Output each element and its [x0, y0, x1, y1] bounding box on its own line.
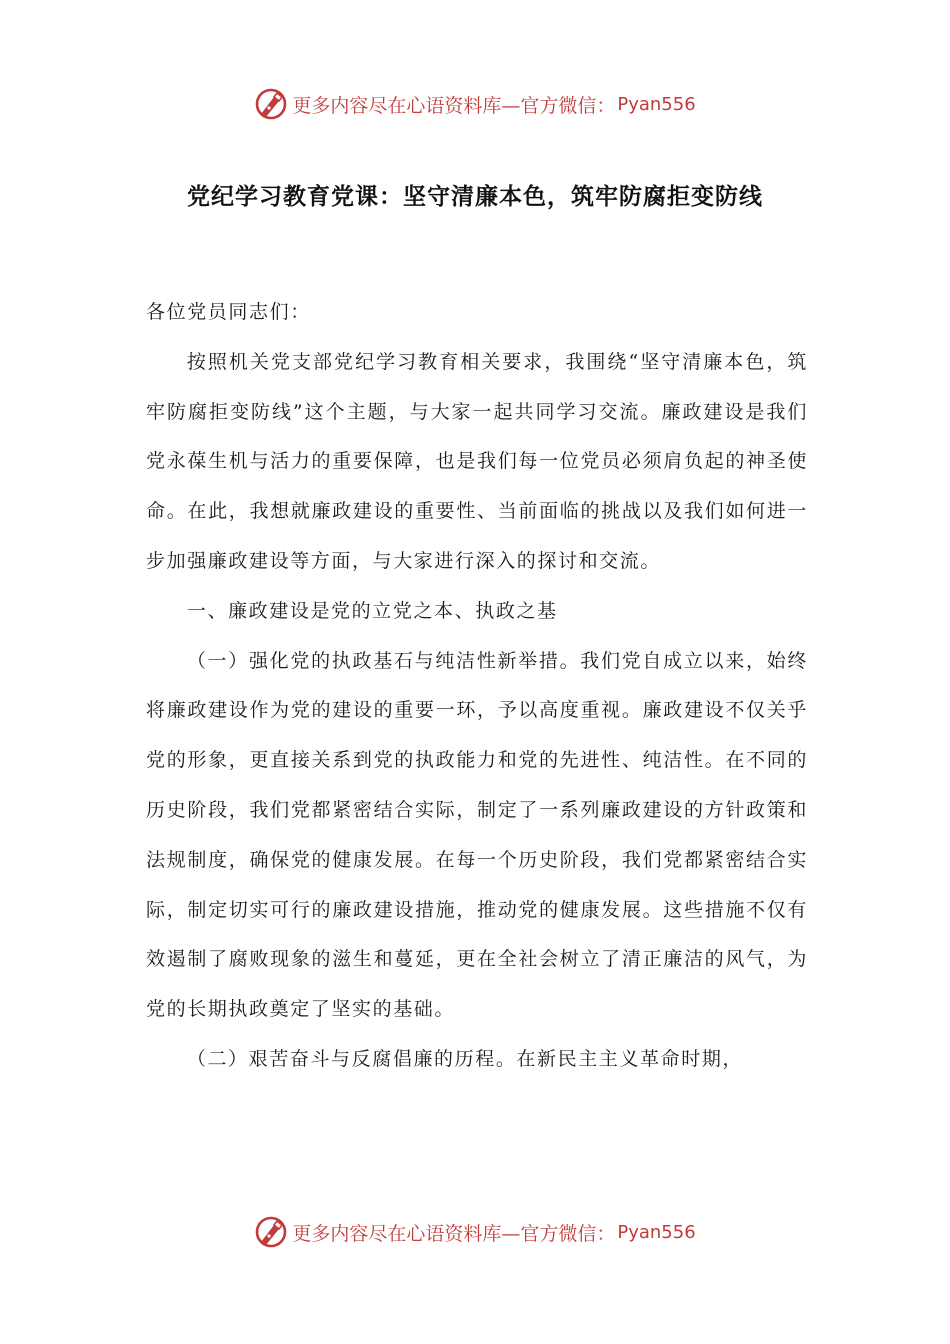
watermark-wechat-id: Pyan556 — [617, 1221, 696, 1243]
paragraph: （二）艰苦奋斗与反腐倡廉的历程。在新民主主义革命时期， — [186, 1047, 744, 1070]
header-watermark — [0, 84, 950, 124]
watermark-wechat-id: Pyan556 — [617, 93, 696, 115]
watermark-text: 更多内容尽在心语资料库—官方微信： — [292, 1222, 616, 1245]
paragraph: 按照机关党支部党纪学习教育相关要求，我围绕“坚守清廉本色，筑牢防腐拒变防线”这个主题，与大家一起共同学习交流。廉政建设是我们党永葆生机与活力的重要保障，也是我们每一位党员必须肩负起的神圣使命。在此，我想就廉政建设的重要性、当前面临的挑战以及我们如何进一步加强廉政建设等方面，与大家进行深入的探讨和交流。 — [146, 350, 808, 572]
document-title: 党纪学习教育党课：坚守清廉本色，筑牢防腐拒变防线 — [187, 183, 763, 210]
paragraph: （一）强化党的执政基石与纯洁性新举措。我们党自成立以来，始终将廉政建设作为党的建设的重要一环，予以高度重视。廉政建设不仅关乎党的形象，更直接关系到党的执政能力和党的先进性、纯洁性。在不同的历史阶段，我们党都紧密结合实际，制定了一系列廉政建设的方针政策和法规制度，确保党的健康发展。在每一个历史阶段，我们党都紧密结合实际，制定切实可行的廉政建设措施，推动党的健康发展。这些措施不仅有效遏制了腐败现象的滋生和蔓延，更在全社会树立了清正廉洁的风气，为党的长期执政奠定了坚实的基础。 — [146, 649, 808, 1021]
salutation: 各位党员同志们： — [146, 301, 311, 323]
footer-watermark — [0, 1212, 950, 1252]
section-heading: 一、廉政建设是党的立党之本、执政之基 — [186, 599, 558, 622]
document-body — [146, 288, 808, 1085]
pen-nib-logo-icon — [254, 1215, 288, 1249]
pen-nib-logo-icon — [254, 87, 288, 121]
watermark-text: 更多内容尽在心语资料库—官方微信： — [292, 94, 616, 117]
